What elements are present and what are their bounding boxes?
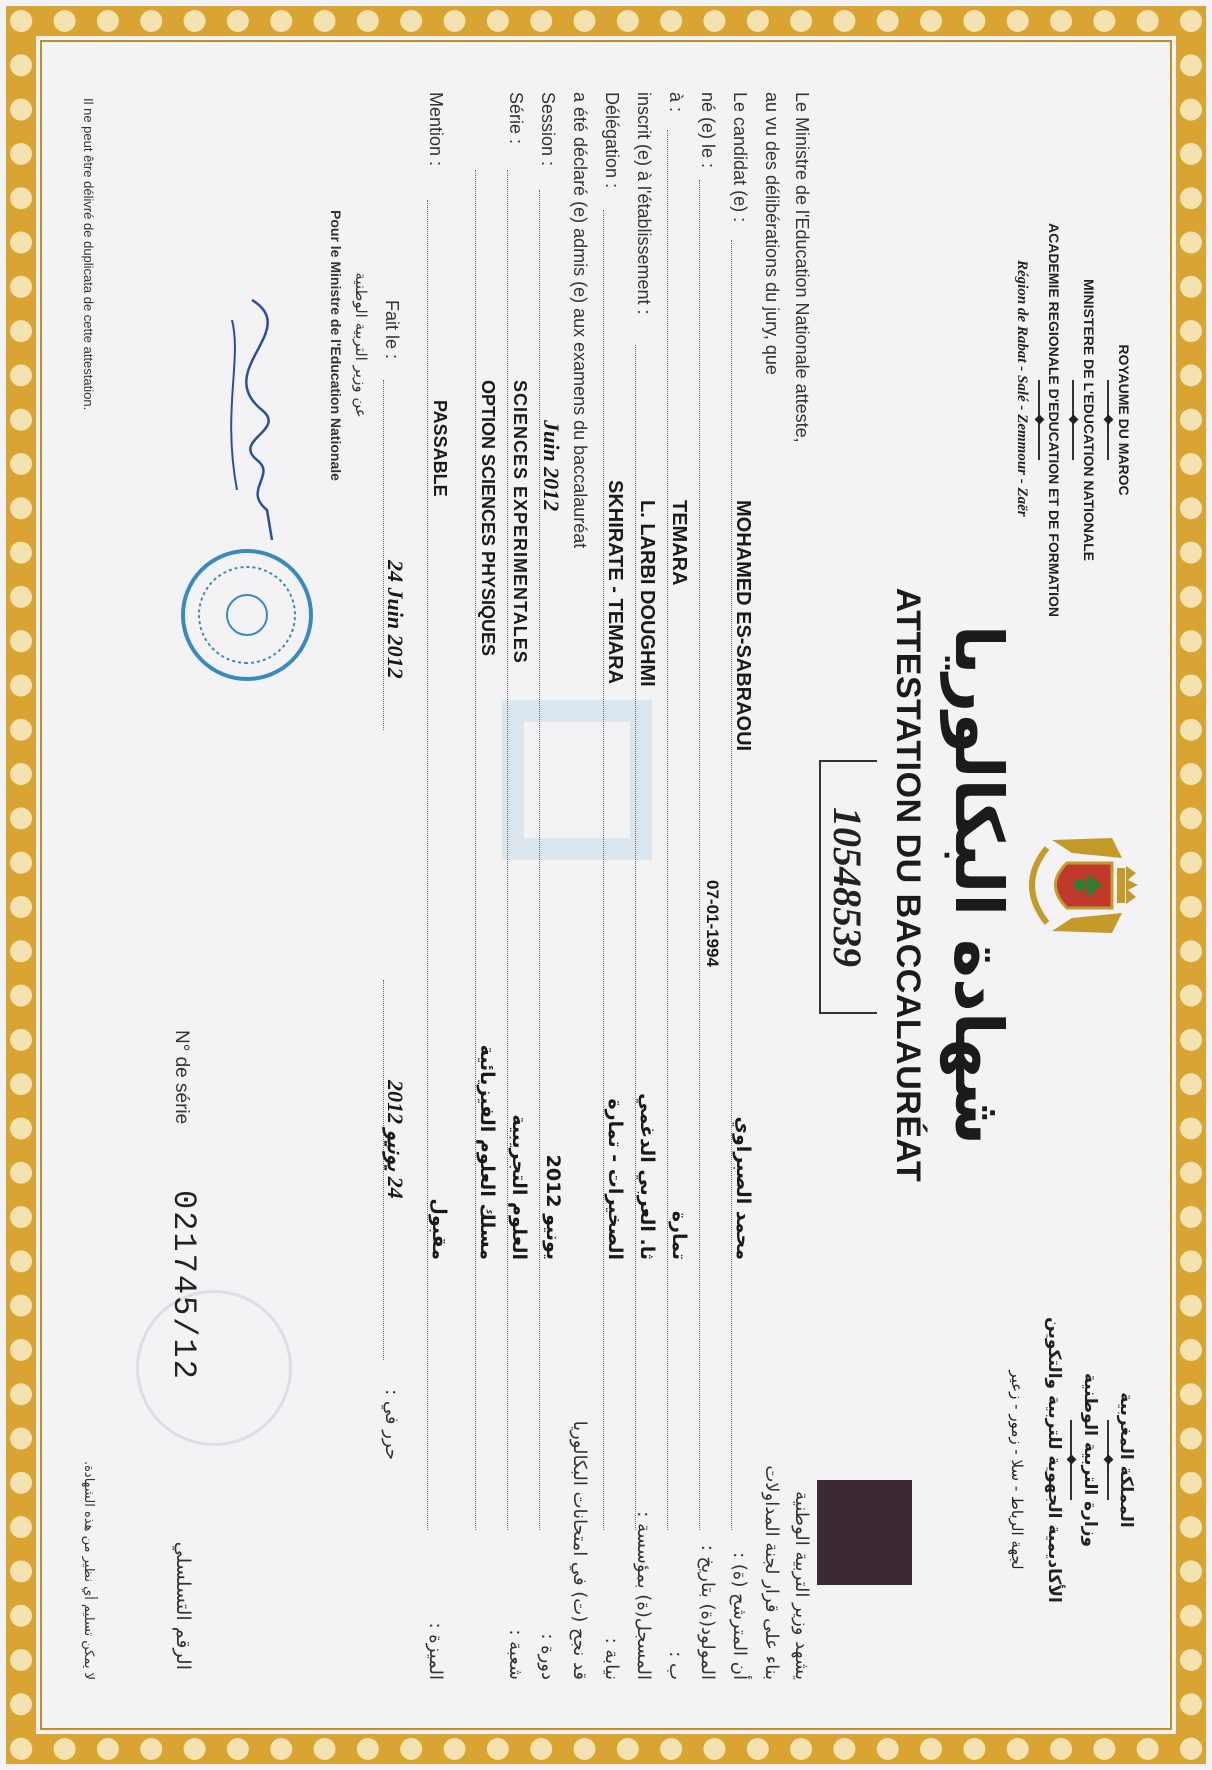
value-session-ar: يونيو 2012 [542,1154,564,1260]
value-birthplace-fr: TEMARA [668,500,690,586]
label-done-ar: حرر في : [381,1389,402,1460]
value-option-fr: OPTION SCIENCES PHYSIQUES [478,380,498,657]
value-candidate-fr: MOHAMED ES-SABRAOUI [732,500,754,752]
value-birthplace-ar: تمارة [668,1210,690,1260]
intro-fr-line2: au vu des délibérations du jury, que [762,92,782,375]
label-birthdate-fr: né (e) le : [698,92,718,169]
header-academy-fr: ACADEMIE REGIONALE D'EDUCATION ET DE FORMATION [1046,222,1062,618]
dotted-line [507,170,508,1530]
label-session-ar: دورة : [537,1633,558,1680]
value-delegation-ar: الصخيرات - تمارة [604,1098,626,1260]
for-minister-fr: Pour le Ministre de l'Education Nationale [328,210,344,481]
label-candidate-fr: Le candidat (e) : [730,92,750,223]
value-done-date-fr: 24 Juin 2012 [383,560,408,679]
dotted-line [667,130,668,1530]
certificate-number: 10548539 [819,760,877,1014]
footer-note-fr: Il ne peut être délivré de duplicata de cette attestation. [81,98,96,411]
value-school-fr: L. LARBI DOUGHMI [636,500,658,687]
value-mention-ar: مقبول [428,1198,450,1260]
value-candidate-ar: محمد الصبراوي [732,1116,754,1260]
title-arabic: شهادة البكالوريا [940,624,1017,1146]
embossed-seal [136,1290,292,1446]
header-ministry-fr: MINISTERE DE L'EDUCATION NATIONALE [1081,278,1097,562]
intro-fr-line1: Le Ministre de l'Education Nationale atteste, [792,92,812,443]
value-mention-fr: PASSABLE [430,400,450,497]
label-birthplace-fr: à : [666,92,686,113]
dotted-line [731,240,732,1530]
signature-scribble [202,290,312,550]
dotted-line [539,190,540,1530]
label-candidate-ar: أن المترشح (ة) : [729,1552,750,1680]
coat-of-arms-emblem [1012,828,1142,943]
header-region-fr: Région de Rabat - Salé - Zemmour - Zaër [1014,260,1030,517]
label-school-fr: inscrit (e) à l'établissement : [634,92,654,315]
label-series-fr: Série : [506,92,526,145]
watermark-logo [502,700,652,860]
label-admitted-fr: a été déclaré (e) admis (e) aux examens du baccalauréat [570,92,590,549]
label-school-ar: المسجل(ة) بمؤسسة : [633,1511,654,1680]
serial-number: 021745/12 [165,1190,202,1381]
value-session-fr: Juin 2012 [539,420,564,512]
header-kingdom-ar: المملكة المغربية [1116,1392,1136,1528]
label-birthplace-ar: ب : [665,1651,686,1680]
value-series-fr: SCIENCES EXPERIMENTALES [510,380,530,664]
dotted-line [699,180,700,1530]
dotted-line [603,210,604,1530]
header-academy-ar: الأكاديمية الجهوية للتربية والتكوين [1044,1317,1064,1603]
footer-note-ar: لا يمكن تسليم أي نظير من هذه الشهادة. [81,1460,96,1680]
label-mention-ar: الميزة : [425,1622,446,1680]
label-delegation-ar: نيابة : [601,1637,622,1680]
label-mention-fr: Mention : [426,92,446,167]
dotted-line [475,170,476,1530]
label-session-fr: Session : [538,92,558,167]
header-ministry-ar: وزارة التربية الوطنية [1080,1372,1100,1548]
header-kingdom-fr: ROYAUME DU MAROC [1116,344,1132,496]
dotted-line [427,200,428,1530]
label-done-fr: Fait le : [382,300,402,360]
label-birthdate-ar: المولود(ة) بتاريخ : [697,1544,718,1680]
serial-label-fr: N° de série [171,1030,192,1125]
header-region-ar: لجهة الرباط - سلا - زمور - زعير [1008,1370,1026,1570]
label-admitted-ar: قد نجح (ت) في امتحانات البكالوريا [569,1420,590,1680]
value-done-date-ar: 24 يونيو 2012 [383,1080,408,1199]
value-series-ar: العلوم التجريبية [508,1114,530,1260]
value-option-ar: مسلك العلوم الفيزيائية [476,1044,498,1260]
label-delegation-fr: Délégation : [602,92,622,189]
hologram-sticker [817,1480,912,1585]
for-minister-ar: عن وزير التربية الوطنية [352,272,370,418]
value-school-ar: ثا. العربي الدغمي [636,1093,658,1260]
intro-ar-line2: بناء على قرار لجنة المداولات [761,1465,782,1680]
title-french: ATTESTATION DU BACCALAURÉAT [889,587,927,1183]
serial-label-ar: الرقم التسلسلي [172,1541,194,1670]
official-stamp [177,545,317,685]
label-series-ar: شعبة : [505,1629,526,1680]
value-birthdate-fr: 07-01-1994 [703,880,722,967]
value-delegation-fr: SKHIRATE - TEMARA [604,480,626,685]
intro-ar-line1: يشهد وزير التربية الوطنية [791,1491,812,1680]
